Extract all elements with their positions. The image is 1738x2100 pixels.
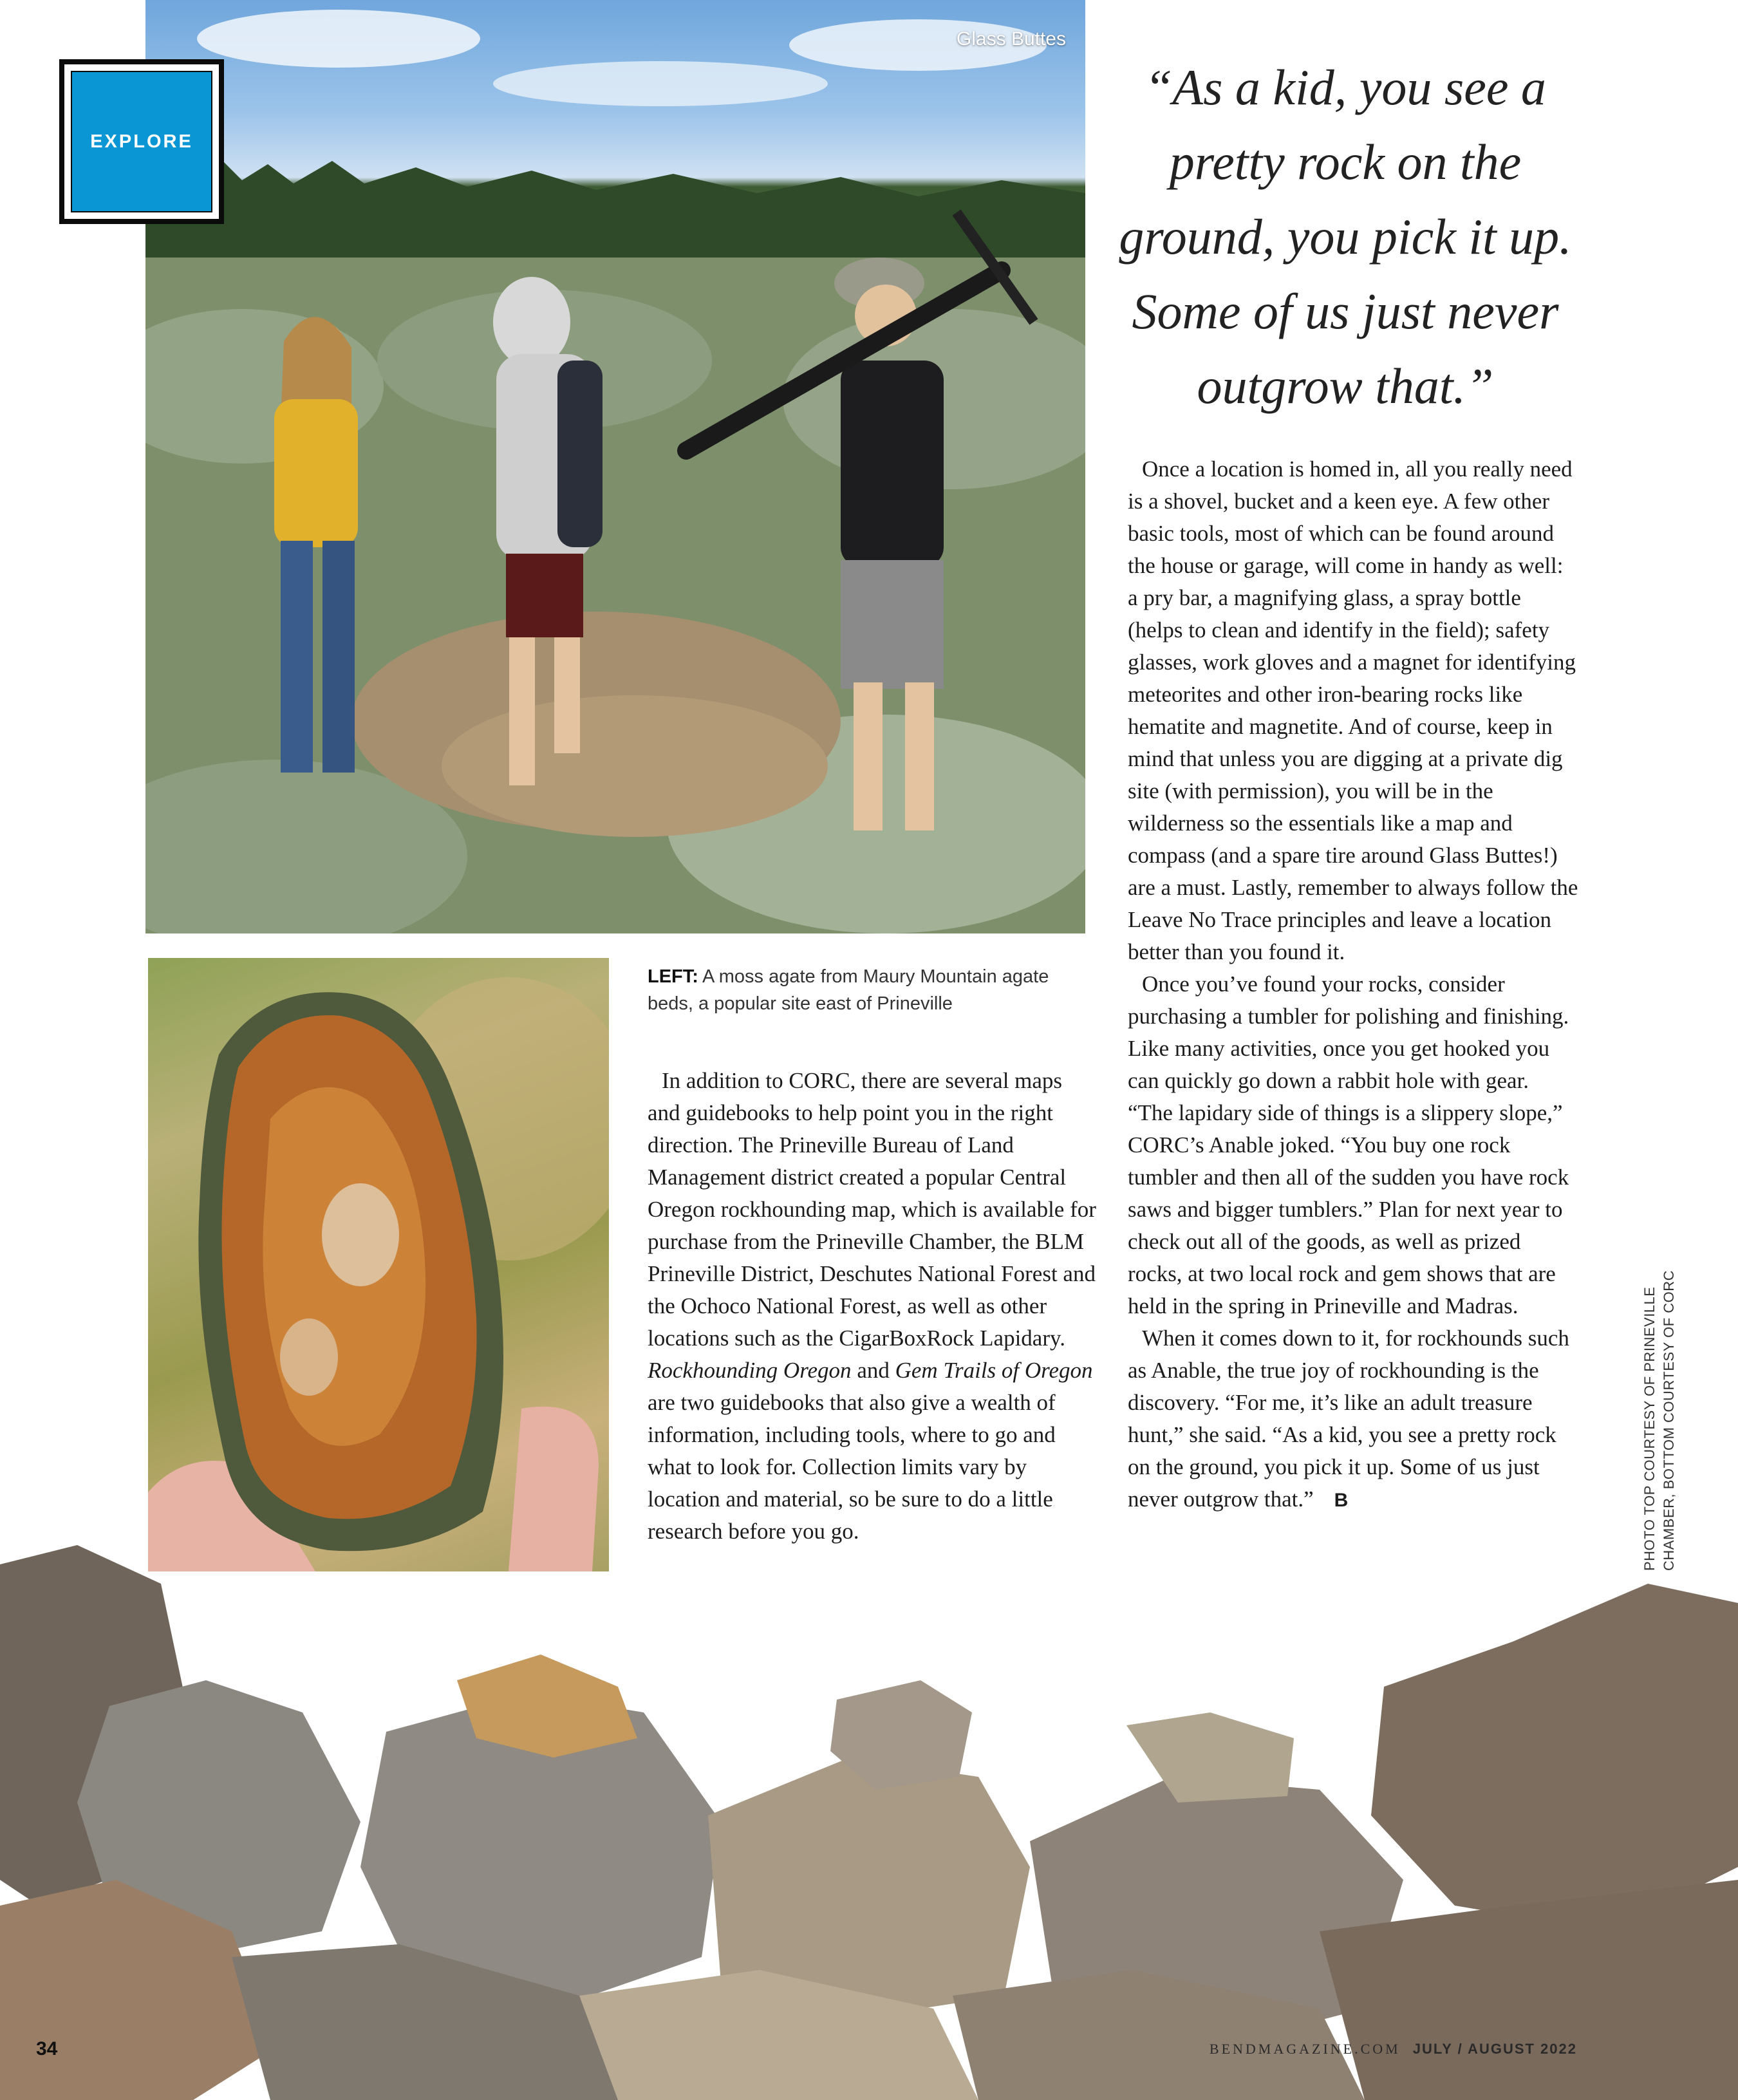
photo-location-label: Glass Buttes	[956, 28, 1066, 50]
footer-line	[1210, 2041, 1577, 2058]
section-badge-inner	[71, 71, 212, 212]
end-mark-icon: B	[1334, 1490, 1349, 1511]
body-text: and	[851, 1358, 895, 1383]
body-column-right	[1128, 453, 1578, 1517]
caption-text: A moss agate from Maury Mountain agate beds, a popular site east of Prineville	[648, 966, 1049, 1014]
top-photo-kids-digging	[145, 0, 1085, 933]
footer-site: BENDMAGAZINE.COM	[1209, 2041, 1401, 2057]
body-paragraph	[1128, 1322, 1578, 1517]
body-text: are two guidebooks that also give a wealth of information, including tools, where to go and what to look for. Collection limits vary by location and material, so be sure to do a little research before you go.	[648, 1390, 1056, 1544]
photo-caption	[648, 963, 1060, 1017]
section-badge	[59, 59, 224, 224]
page-number: 34	[36, 2038, 58, 2059]
book-title: Rockhounding Oregon	[648, 1358, 852, 1383]
agate-illustration	[148, 958, 609, 1571]
agate-photo	[148, 958, 609, 1571]
body-paragraph	[648, 1065, 1098, 1548]
body-column-middle	[648, 1065, 1098, 1548]
photo-illustration	[145, 0, 1085, 933]
body-paragraph: Once a location is homed in, all you really need is a shovel, bucket and a keen eye. A few other basic tools, most of which can be found around the house or garage, will come in handy as well: a pry bar, a magnifying glass, a spray bottle (helps to clean and identify in the field); safety glasses, work gloves and a magnet for identifying meteorites and other iron-bearing rocks like hematite and magnetite. And of course, keep in mind that unless you are digging at a private dig site (with permission), you will be in the wilderness so the essentials like a map and compass (and a spare tire around Glass Buttes!) are a must. Lastly, remember to always follow the Leave No Trace principles and leave a location better than you found it.	[1128, 456, 1578, 964]
body-text: In addition to CORC, there are several maps and guidebooks to help point you in the right direction. The Prineville Bureau of Land Management district created a popular Central Oregon rockhounding map, which is available for purchase from the Prineville Chamber, the BLM Prineville District, Deschutes National Forest and the Ochoco National Forest, as well as other locations such as the CigarBoxRock Lapidary.	[648, 1068, 1096, 1351]
body-text: When it comes down to it, for rockhounds such as Anable, the true joy of rockhounding is the discovery. “For me, it’s like an adult treasure hunt,” she said. “As a kid, you see a pretty rock on the ground, you pick it up. Some of us just never outgrow that.”	[1128, 1326, 1569, 1512]
body-paragraph: Once you’ve found your rocks, consider purchasing a tumbler for polishing and finishing. Like many activities, once you get hooked you can quickly go down a rabbit hole with gear. “The lapidary side of things is a slippery slope,” CORC’s Anable joked. “You buy one rock tumbler and then all of the sudden you have rock saws and bigger tumblers.” Plan for next year to check out all of the goods, as well as prized rocks, at two local rock and gem shows that are held in the spring in Prineville and Madras.	[1128, 971, 1569, 1318]
photo-credit: PHOTO TOP COURTESY OF PRINEVILLE CHAMBER, BOTTOM COURTESY OF CORC	[1641, 1270, 1677, 1571]
section-badge-label: EXPLORE	[90, 131, 193, 152]
book-title: Gem Trails of Oregon	[895, 1358, 1093, 1383]
footer-issue: JULY / AUGUST 2022	[1412, 2041, 1577, 2057]
pull-quote: “As a kid, you see a pretty rock on the ground, you pick it up. Some of us just never outgrow that.”	[1119, 59, 1572, 414]
caption-label: LEFT:	[648, 966, 698, 987]
rocks-illustration	[0, 1545, 1738, 2100]
